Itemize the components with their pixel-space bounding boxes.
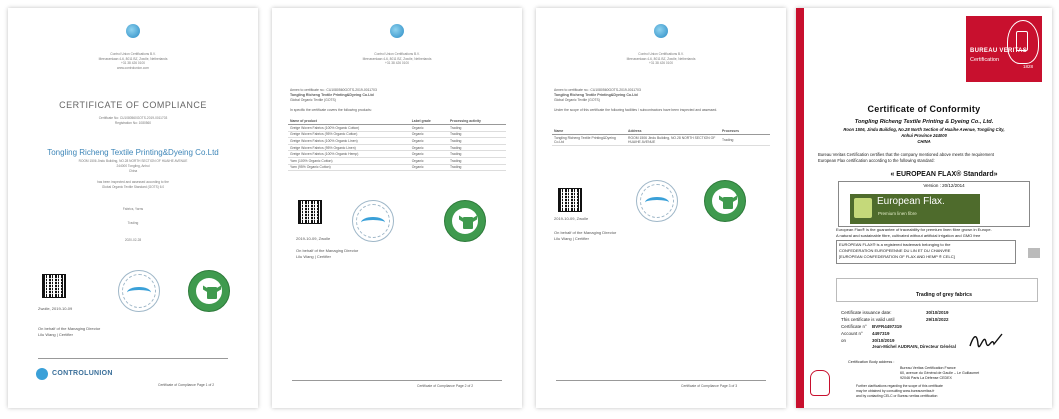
bv-sub: Certification bbox=[970, 57, 1000, 63]
on-label: on bbox=[841, 338, 847, 343]
description-2: A natural and sustainable fibre, cultivated without artificial irrigation and GMO free bbox=[836, 233, 981, 238]
control-union-globe-icon bbox=[126, 24, 140, 38]
company-name: Tongling Richeng Textile Printing & Dyeing Co., Ltd. bbox=[854, 119, 994, 125]
table-cell: Organic bbox=[410, 131, 448, 138]
annex-line-2: Tongling Richeng Textile Printing&Dyeing Co.Ltd bbox=[290, 93, 374, 97]
table-row bbox=[288, 144, 506, 151]
standard-name: « EUROPEAN FLAX® Standard» bbox=[890, 171, 998, 178]
table-cell: Organic bbox=[410, 144, 448, 151]
header-cell: Processes bbox=[720, 128, 770, 135]
issuer-address-line: Meeuwenlaan 4-6, 8011 BZ, Zwolle, Netherlands bbox=[362, 56, 432, 61]
company-address-1: Roon 1506, Jindu Building, No.28 North Section of Huaihe Avenue, Tongling City, bbox=[843, 127, 1005, 132]
description-3: EUROPEAN FLAX® is a registered trademark belonging to the bbox=[839, 242, 951, 247]
european-flax-logo bbox=[850, 194, 980, 224]
textile-exchange-seal-icon bbox=[118, 270, 160, 312]
table-row bbox=[288, 151, 506, 158]
certificate-annex-products-page bbox=[272, 8, 522, 408]
signatory-name: Lilu Wang | Certifier bbox=[296, 254, 331, 259]
on-value: 30/10/2019 bbox=[872, 338, 895, 343]
table-cell: Greige Woven Fabrics (95% Organic Linen) bbox=[288, 144, 410, 151]
bv-crest-icon bbox=[1007, 20, 1039, 64]
annex-intro: Under the scope of this certificate the following facilities / subcontractors have been inspected and assessed. bbox=[554, 108, 718, 112]
textile-exchange-seal-icon bbox=[352, 200, 394, 242]
page-label: Certificate of Compliance Page 3 of 3 bbox=[681, 384, 738, 388]
flax-logo-subtext: Premium linen fibre bbox=[878, 211, 917, 216]
valid-label: This certificate is valid until bbox=[841, 317, 895, 322]
products-table bbox=[288, 118, 506, 171]
bureau-veritas-logo bbox=[966, 16, 1042, 82]
gots-logo-icon bbox=[444, 200, 486, 242]
control-union-globe-icon bbox=[390, 24, 404, 38]
company-country: CHINA bbox=[917, 139, 931, 144]
qr-code bbox=[298, 200, 322, 224]
signatory: On behalf of the Managing Director bbox=[38, 326, 101, 331]
table-row bbox=[288, 138, 506, 145]
issuer-address: Control Union Certifications B.V. bbox=[110, 52, 156, 56]
bv-name: BUREAU VERITAS bbox=[970, 48, 1028, 54]
validity-date: 2020-02-28 bbox=[124, 238, 142, 242]
table-cell: Organic bbox=[410, 125, 448, 132]
annex-line-1: Annex to certificate no.: CU1080560GOTS-2019-0011703 bbox=[290, 88, 377, 92]
certificate-of-conformity-page bbox=[796, 8, 1052, 408]
table-cell: Organic bbox=[410, 151, 448, 158]
account-value: 4497319 bbox=[872, 331, 890, 336]
standard-name: Global Organic Textile Standard (GOTS) 6.0 bbox=[101, 185, 165, 189]
flax-logo-text: European Flax. bbox=[877, 196, 945, 207]
table-row bbox=[288, 131, 506, 138]
qr-code bbox=[558, 188, 582, 212]
facilities-table bbox=[552, 128, 770, 146]
control-union-logo-icon bbox=[36, 368, 48, 380]
signatory: On behalf of the Managing Director bbox=[554, 230, 617, 235]
issuer-phone-line: +31 38 426 0100 bbox=[648, 61, 674, 65]
annex-line-3: Global Organic Textile (GOTS) bbox=[554, 98, 600, 102]
table-cell: ROOM 1506 Jindu Building, NO.28 NORTH SECTION OF HUAIHE AVENUE bbox=[626, 135, 720, 146]
certno-label: Certificate n° bbox=[841, 324, 867, 329]
certificate-of-compliance-page bbox=[8, 8, 258, 408]
header-cell: Name of product bbox=[288, 118, 410, 125]
table-cell: Greige Woven Fabrics (100% Organic Cotton) bbox=[288, 125, 410, 132]
table-cell: Yarn (100% Organic Cotton) bbox=[288, 157, 410, 164]
city-date: 2019-10-09, Zwolle bbox=[554, 216, 589, 221]
city-date: Zwolle, 2019-10-09 bbox=[38, 306, 73, 311]
company-address-2: Anhui Province 244000 bbox=[901, 133, 947, 138]
account-label: Account n° bbox=[841, 331, 863, 336]
annex-line-3: Global Organic Textile (GOTS) bbox=[290, 98, 336, 102]
bv-red-band bbox=[796, 8, 804, 408]
registration-number: Registration No: 1080560 bbox=[114, 121, 152, 125]
footer-divider bbox=[38, 358, 228, 359]
scope-text: Trading of grey fabrics bbox=[916, 292, 972, 298]
annex-line-1: Annex to certificate no.: CU1080560GOTS-2019-0011703 bbox=[554, 88, 641, 92]
table-cell: Yarn (95% Organic Cotton) bbox=[288, 164, 410, 171]
issuer-web-line: www.controlunion.com bbox=[117, 65, 149, 70]
table-cell: Trading bbox=[448, 144, 506, 151]
certificate-title: Certificate of Conformity bbox=[867, 104, 981, 114]
issuer-phone-line: +31 38 426 0100 bbox=[384, 61, 410, 65]
web-line-3: and by contacting CELC or Bureau veritas certification bbox=[856, 394, 938, 398]
standard-version: Version : 20/12/2014 bbox=[923, 183, 965, 188]
certificate-annex-facilities-page bbox=[536, 8, 786, 408]
certificate-number: Certificate No: CU1080560GOTS-2019-0011703 bbox=[98, 116, 168, 120]
header-cell: Name bbox=[552, 128, 626, 135]
city-date: 2019-10-09, Zwolle bbox=[296, 236, 331, 241]
company-city: 244000 Tongling, Anhui bbox=[116, 164, 150, 168]
header-cell: Processing activity bbox=[448, 118, 506, 125]
table-cell: Trading bbox=[448, 138, 506, 145]
table-cell: Trading bbox=[448, 131, 506, 138]
issuer-address: Control Union Certifications B.V. bbox=[638, 52, 684, 56]
signatory-name: Lilu Wang | Certifier bbox=[38, 332, 73, 337]
description-4: CONFEDERATION EUROPEENNE DU LIN ET DU CHANVRE bbox=[839, 248, 951, 253]
table-cell: Greige Woven Fabrics (95% Organic Cotton) bbox=[288, 131, 410, 138]
intro-line-2: European Flax certification according to the following standard: bbox=[818, 158, 935, 163]
table-cell: Greige Woven Fabrics (100% Organic Linen) bbox=[288, 138, 410, 145]
issuer-phone-line: +31 38 426 0100 bbox=[120, 61, 146, 65]
table-row bbox=[288, 125, 506, 132]
flax-leaf-icon bbox=[854, 198, 872, 218]
page-label: Certificate of Compliance Page 1 of 2 bbox=[158, 383, 215, 387]
celc-logo-icon bbox=[1028, 248, 1040, 258]
page-label: Certificate of Compliance Page 2 of 2 bbox=[417, 384, 474, 388]
control-union-globe-icon bbox=[654, 24, 668, 38]
control-union-wordmark: CONTROLUNION bbox=[52, 370, 113, 377]
table-cell: Trading bbox=[448, 151, 506, 158]
web-line-1: Further clarifications regarding the scope of this certificate bbox=[856, 384, 943, 388]
table-row bbox=[552, 135, 770, 146]
director: Jean-Michel AUDRAIN, Directeur Général bbox=[872, 344, 956, 349]
issue-label: Certificate issuance date: bbox=[841, 310, 892, 315]
table-cell: Trading bbox=[448, 125, 506, 132]
table-row bbox=[288, 157, 506, 164]
bv-year: 1828 bbox=[1022, 64, 1033, 69]
gots-logo-icon bbox=[704, 180, 746, 222]
certno-value: BVFR4497319 bbox=[872, 324, 902, 329]
signature-icon bbox=[968, 330, 1004, 350]
body-line-2: 60, avenue du Général de Gaulle – Le Guillaumet bbox=[900, 371, 980, 375]
table-cell: Trading bbox=[448, 164, 506, 171]
company-name: Tongling Richeng Textile Printing&Dyeing Co.Ltd bbox=[47, 148, 219, 157]
scope-box bbox=[836, 278, 1038, 302]
header-cell: Label grade bbox=[410, 118, 448, 125]
issuer-address: Control Union Certifications B.V. bbox=[374, 52, 420, 56]
qr-code bbox=[42, 274, 66, 298]
web-line-2: may be obtained by consulting www.bureauveritas.fr bbox=[856, 389, 935, 393]
header-cell: Address bbox=[626, 128, 720, 135]
signatory-name: Lilu Wang | Certifier bbox=[554, 236, 589, 241]
table-cell: Tongling Richeng Textile Printing&Dyeing Co.Ltd bbox=[552, 135, 626, 146]
table-cell: Organic bbox=[410, 157, 448, 164]
company-address: ROOM 1506 Jindu Building, NO.28 NORTH SECTION OF HUAIHE AVENUE bbox=[78, 159, 188, 163]
footer-divider bbox=[556, 380, 766, 381]
annex-intro: In specific the certificate covers the following products: bbox=[290, 108, 372, 112]
bv-seal-icon bbox=[810, 370, 830, 396]
issuer-address-line: Meeuwenlaan 4-6, 8011 BZ, Zwolle, Netherlands bbox=[98, 56, 168, 61]
footer-divider bbox=[292, 380, 502, 381]
table-cell: Trading bbox=[720, 135, 770, 146]
body-line-3: 92046 Paris La Défense CEDEX bbox=[900, 376, 952, 380]
table-row bbox=[288, 164, 506, 171]
table-cell: Trading bbox=[448, 157, 506, 164]
intro-line-1: Bureau Veritas Certification certifies that the company mentioned above meets the requirement bbox=[818, 152, 994, 157]
standard-statement: has been inspected and assessed according to the bbox=[97, 180, 169, 184]
signatory: On behalf of the Managing Director bbox=[296, 248, 359, 253]
description-5: [EUROPEAN CONFEDERATION OF FLAX AND HEMP ® CELC] bbox=[839, 254, 955, 259]
company-country: China bbox=[128, 169, 138, 173]
table-cell: Organic bbox=[410, 138, 448, 145]
annex-line-2: Tongling Richeng Textile Printing&Dyeing Co.Ltd bbox=[554, 93, 638, 97]
trading-label: Trading bbox=[127, 221, 139, 225]
gots-logo-icon bbox=[188, 270, 230, 312]
textile-exchange-seal-icon bbox=[636, 180, 678, 222]
table-cell: Organic bbox=[410, 164, 448, 171]
scope-label: Fabrics, Yarns bbox=[122, 207, 144, 211]
body-label: Certification Body address : bbox=[848, 360, 895, 364]
table-cell: Greige Woven Fabrics (100% Organic Hemp) bbox=[288, 151, 410, 158]
issuer-address-line: Meeuwenlaan 4-6, 8011 BZ, Zwolle, Netherlands bbox=[626, 56, 696, 61]
description-1: European Flax® is the guarantee of traceability for premium linen fibre grown in Europe. bbox=[836, 227, 992, 232]
valid-value: 29/10/2022 bbox=[926, 317, 949, 322]
body-line-1: Bureau Veritas Certification France bbox=[900, 366, 956, 370]
certificate-title: CERTIFICATE OF COMPLIANCE bbox=[59, 100, 207, 110]
issue-value: 30/10/2019 bbox=[926, 310, 949, 315]
